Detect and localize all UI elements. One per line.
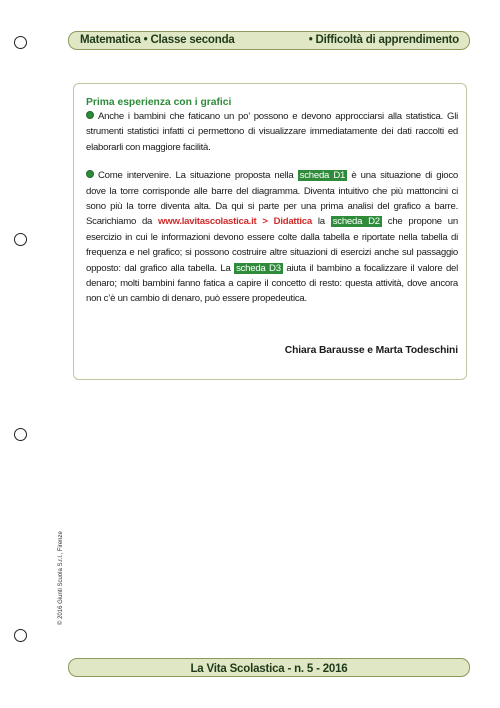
header-topic: • Difficoltà di apprendimento: [308, 34, 459, 46]
bullet-icon: [86, 111, 94, 119]
paragraph-intro-text: Anche i bambini che faticano un po’ possono e devono approcciarsi alla statistica. Gli strumenti statistici infatti ci permettono di visualizzare immediatamente dei dati raccolti ed elaborarli con maggiore facilità.: [86, 111, 458, 153]
bullet-icon: [86, 170, 94, 178]
article-content: [86, 96, 458, 307]
binder-hole-2: [14, 233, 27, 246]
binder-hole-1: [14, 36, 27, 49]
footer-bar: [68, 658, 470, 677]
para2-part-a: Come intervenire. La situazione proposta nella: [98, 170, 298, 182]
scheda-d1-tag: scheda D1: [299, 170, 346, 182]
binder-hole-3: [14, 428, 27, 441]
article-title: Prima esperienza con i grafici: [86, 97, 232, 108]
paragraph-intro: [86, 109, 458, 155]
para2-part-d: che propone un esercizio in cui le informazioni devono essere colte dalla tabella e riportate nella tabella di frequenza e nel grafico; si possono costruire altre situazioni di esercizi anche sul passaggio opposto: dal grafico alla tabella. La: [86, 216, 458, 274]
binder-hole-4: [14, 629, 27, 642]
scheda-d3-tag: scheda D3: [236, 262, 281, 274]
scheda-d2-tag: scheda D2: [332, 216, 380, 228]
para2-part-b: è una situazione di gioco dove la torre corrisponde alle barre del diagramma. Diventa intuitivo che più mattoncini ci sono più la torre diventa alta. Da qui si parte per una prima analisi del grafico a barre. Scarichiamo da: [86, 170, 458, 228]
header-subject: Matematica • Classe seconda: [80, 34, 235, 46]
author-signature: Chiara Barausse e Marta Todeschini: [284, 345, 458, 356]
para2-part-c: la: [311, 216, 331, 228]
footer-publication: La Vita Scolastica - n. 5 - 2016: [190, 663, 348, 675]
para2-part-e: aiuta il bambino a focalizzare il valore del denaro; molti bambini fanno fatica a capire il concetto di resto: questa attività, dove ancora non c’è un cambio di denaro, può essere propedeutica.: [86, 262, 458, 305]
header-bar: [68, 31, 470, 50]
website-link[interactable]: www.lavitascolastica.it > Didattica: [158, 216, 312, 228]
copyright-notice: © 2016 Giunti Scuola S.r.l., Firenze: [58, 531, 64, 625]
paragraph-intervention: [86, 168, 458, 307]
